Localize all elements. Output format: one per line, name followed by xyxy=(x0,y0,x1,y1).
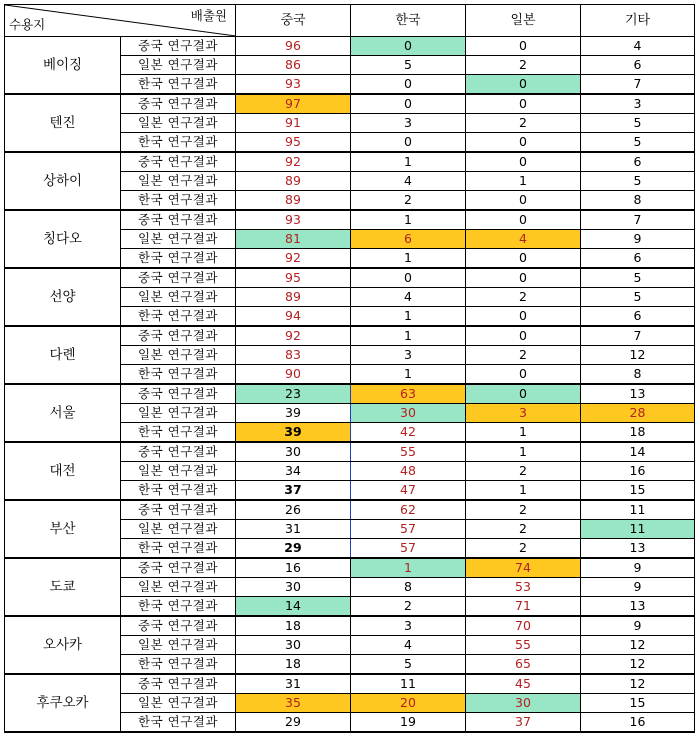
value-cell-other: 12 xyxy=(581,674,695,694)
table-row xyxy=(5,268,695,288)
value-cell-other: 6 xyxy=(581,152,695,172)
value-cell-other: 5 xyxy=(581,114,695,133)
receptor-city-cell: 선양 xyxy=(5,268,121,326)
table-row xyxy=(5,558,695,578)
value-cell-china: 90 xyxy=(236,365,351,385)
value-cell-other: 13 xyxy=(581,597,695,617)
receptor-city-cell: 대전 xyxy=(5,442,121,500)
study-source-cell: 중국 연구결과 xyxy=(121,326,236,346)
receptor-city-cell: 서울 xyxy=(5,384,121,442)
value-cell-japan: 2 xyxy=(466,346,581,365)
value-cell-korea: 3 xyxy=(351,346,466,365)
value-cell-china: 93 xyxy=(236,210,351,230)
value-cell-china: 30 xyxy=(236,636,351,655)
value-cell-korea: 4 xyxy=(351,636,466,655)
value-cell-other: 13 xyxy=(581,384,695,404)
value-cell-korea: 0 xyxy=(351,94,466,114)
study-source-cell: 중국 연구결과 xyxy=(121,616,236,636)
table-body xyxy=(5,37,695,733)
value-cell-china: 18 xyxy=(236,655,351,675)
value-cell-china: 81 xyxy=(236,230,351,249)
value-cell-korea: 1 xyxy=(351,152,466,172)
table-row xyxy=(5,94,695,114)
value-cell-japan: 74 xyxy=(466,558,581,578)
value-cell-japan: 0 xyxy=(466,384,581,404)
value-cell-china: 16 xyxy=(236,558,351,578)
study-source-cell: 한국 연구결과 xyxy=(121,365,236,385)
value-cell-japan: 1 xyxy=(466,481,581,501)
receptor-city-cell: 후쿠오카 xyxy=(5,674,121,732)
study-source-cell: 일본 연구결과 xyxy=(121,230,236,249)
value-cell-japan: 2 xyxy=(466,500,581,520)
receptor-city-cell: 부산 xyxy=(5,500,121,558)
value-cell-china: 39 xyxy=(236,423,351,443)
table-row xyxy=(5,326,695,346)
value-cell-other: 4 xyxy=(581,37,695,56)
value-cell-korea: 8 xyxy=(351,578,466,597)
value-cell-other: 12 xyxy=(581,655,695,675)
study-source-cell: 일본 연구결과 xyxy=(121,578,236,597)
value-cell-other: 9 xyxy=(581,578,695,597)
value-cell-japan: 30 xyxy=(466,694,581,713)
value-cell-japan: 2 xyxy=(466,462,581,481)
value-cell-japan: 0 xyxy=(466,37,581,56)
value-cell-china: 37 xyxy=(236,481,351,501)
value-cell-japan: 65 xyxy=(466,655,581,675)
receptor-city-cell: 칭다오 xyxy=(5,210,121,268)
value-cell-korea: 6 xyxy=(351,230,466,249)
table-row xyxy=(5,37,695,56)
value-cell-japan: 0 xyxy=(466,152,581,172)
value-cell-other: 9 xyxy=(581,616,695,636)
value-cell-china: 92 xyxy=(236,326,351,346)
value-cell-japan: 71 xyxy=(466,597,581,617)
column-header-china: 중국 xyxy=(236,5,351,37)
contribution-table-wrapper xyxy=(4,4,695,733)
study-source-cell: 한국 연구결과 xyxy=(121,423,236,443)
value-cell-other: 18 xyxy=(581,423,695,443)
value-cell-japan: 0 xyxy=(466,210,581,230)
study-source-cell: 중국 연구결과 xyxy=(121,674,236,694)
value-cell-other: 15 xyxy=(581,694,695,713)
value-cell-japan: 1 xyxy=(466,423,581,443)
value-cell-other: 6 xyxy=(581,307,695,327)
value-cell-other: 16 xyxy=(581,462,695,481)
value-cell-japan: 45 xyxy=(466,674,581,694)
receptor-city-cell: 오사카 xyxy=(5,616,121,674)
value-cell-korea: 20 xyxy=(351,694,466,713)
value-cell-korea: 0 xyxy=(351,133,466,153)
value-cell-japan: 0 xyxy=(466,268,581,288)
value-cell-other: 5 xyxy=(581,172,695,191)
study-source-cell: 한국 연구결과 xyxy=(121,75,236,95)
value-cell-other: 11 xyxy=(581,500,695,520)
value-cell-japan: 0 xyxy=(466,326,581,346)
value-cell-korea: 63 xyxy=(351,384,466,404)
value-cell-china: 31 xyxy=(236,520,351,539)
study-source-cell: 한국 연구결과 xyxy=(121,133,236,153)
value-cell-korea: 19 xyxy=(351,713,466,733)
value-cell-china: 94 xyxy=(236,307,351,327)
value-cell-other: 16 xyxy=(581,713,695,733)
value-cell-china: 34 xyxy=(236,462,351,481)
value-cell-china: 89 xyxy=(236,191,351,211)
value-cell-korea: 30 xyxy=(351,404,466,423)
value-cell-china: 96 xyxy=(236,37,351,56)
value-cell-china: 97 xyxy=(236,94,351,114)
study-source-cell: 일본 연구결과 xyxy=(121,288,236,307)
value-cell-china: 86 xyxy=(236,56,351,75)
value-cell-korea: 1 xyxy=(351,249,466,269)
value-cell-korea: 2 xyxy=(351,597,466,617)
value-cell-other: 7 xyxy=(581,326,695,346)
value-cell-china: 30 xyxy=(236,442,351,462)
value-cell-japan: 0 xyxy=(466,307,581,327)
value-cell-other: 6 xyxy=(581,56,695,75)
value-cell-other: 7 xyxy=(581,210,695,230)
value-cell-other: 6 xyxy=(581,249,695,269)
value-cell-china: 92 xyxy=(236,249,351,269)
column-header-korea: 한국 xyxy=(351,5,466,37)
value-cell-other: 7 xyxy=(581,75,695,95)
value-cell-japan: 2 xyxy=(466,56,581,75)
value-cell-korea: 2 xyxy=(351,191,466,211)
value-cell-other: 5 xyxy=(581,268,695,288)
value-cell-other: 12 xyxy=(581,636,695,655)
receptor-city-cell: 베이징 xyxy=(5,37,121,95)
value-cell-other: 5 xyxy=(581,288,695,307)
study-source-cell: 한국 연구결과 xyxy=(121,481,236,501)
value-cell-other: 3 xyxy=(581,94,695,114)
receptor-city-cell: 상하이 xyxy=(5,152,121,210)
table-row xyxy=(5,210,695,230)
receptor-city-cell: 도쿄 xyxy=(5,558,121,616)
study-source-cell: 한국 연구결과 xyxy=(121,307,236,327)
value-cell-china: 35 xyxy=(236,694,351,713)
value-cell-china: 93 xyxy=(236,75,351,95)
value-cell-korea: 1 xyxy=(351,365,466,385)
source-axis-label: 배출원 xyxy=(190,8,227,23)
value-cell-korea: 62 xyxy=(351,500,466,520)
value-cell-korea: 4 xyxy=(351,172,466,191)
value-cell-other: 13 xyxy=(581,539,695,559)
study-source-cell: 한국 연구결과 xyxy=(121,191,236,211)
value-cell-korea: 3 xyxy=(351,616,466,636)
value-cell-korea: 11 xyxy=(351,674,466,694)
value-cell-china: 30 xyxy=(236,578,351,597)
value-cell-china: 92 xyxy=(236,152,351,172)
study-source-cell: 중국 연구결과 xyxy=(121,94,236,114)
value-cell-china: 18 xyxy=(236,616,351,636)
value-cell-japan: 2 xyxy=(466,288,581,307)
value-cell-china: 95 xyxy=(236,133,351,153)
study-source-cell: 일본 연구결과 xyxy=(121,462,236,481)
value-cell-other: 15 xyxy=(581,481,695,501)
study-source-cell: 중국 연구결과 xyxy=(121,442,236,462)
value-cell-korea: 1 xyxy=(351,558,466,578)
value-cell-japan: 70 xyxy=(466,616,581,636)
table-row xyxy=(5,500,695,520)
value-cell-japan: 0 xyxy=(466,365,581,385)
value-cell-china: 83 xyxy=(236,346,351,365)
value-cell-korea: 0 xyxy=(351,75,466,95)
header-row xyxy=(5,5,695,37)
value-cell-korea: 1 xyxy=(351,210,466,230)
study-source-cell: 한국 연구결과 xyxy=(121,539,236,559)
study-source-cell: 일본 연구결과 xyxy=(121,114,236,133)
value-cell-korea: 55 xyxy=(351,442,466,462)
study-source-cell: 일본 연구결과 xyxy=(121,56,236,75)
receptor-city-cell: 다롄 xyxy=(5,326,121,384)
table-row xyxy=(5,616,695,636)
value-cell-china: 14 xyxy=(236,597,351,617)
value-cell-japan: 2 xyxy=(466,114,581,133)
study-source-cell: 한국 연구결과 xyxy=(121,713,236,733)
study-source-cell: 일본 연구결과 xyxy=(121,346,236,365)
value-cell-china: 23 xyxy=(236,384,351,404)
table-row xyxy=(5,442,695,462)
value-cell-korea: 57 xyxy=(351,520,466,539)
study-source-cell: 중국 연구결과 xyxy=(121,152,236,172)
value-cell-korea: 0 xyxy=(351,268,466,288)
value-cell-other: 28 xyxy=(581,404,695,423)
value-cell-korea: 5 xyxy=(351,56,466,75)
study-source-cell: 한국 연구결과 xyxy=(121,597,236,617)
value-cell-china: 39 xyxy=(236,404,351,423)
receptor-city-cell: 텐진 xyxy=(5,94,121,152)
study-source-cell: 중국 연구결과 xyxy=(121,384,236,404)
value-cell-korea: 57 xyxy=(351,539,466,559)
value-cell-other: 9 xyxy=(581,230,695,249)
value-cell-other: 9 xyxy=(581,558,695,578)
value-cell-japan: 1 xyxy=(466,442,581,462)
study-source-cell: 중국 연구결과 xyxy=(121,268,236,288)
table-row xyxy=(5,674,695,694)
value-cell-korea: 47 xyxy=(351,481,466,501)
value-cell-china: 95 xyxy=(236,268,351,288)
study-source-cell: 한국 연구결과 xyxy=(121,249,236,269)
value-cell-korea: 4 xyxy=(351,288,466,307)
value-cell-japan: 37 xyxy=(466,713,581,733)
table-row xyxy=(5,152,695,172)
study-source-cell: 한국 연구결과 xyxy=(121,655,236,675)
table-row xyxy=(5,384,695,404)
corner-header-cell xyxy=(5,5,236,37)
value-cell-japan: 0 xyxy=(466,94,581,114)
value-cell-japan: 0 xyxy=(466,75,581,95)
value-cell-japan: 0 xyxy=(466,191,581,211)
value-cell-other: 8 xyxy=(581,365,695,385)
value-cell-china: 29 xyxy=(236,713,351,733)
study-source-cell: 일본 연구결과 xyxy=(121,520,236,539)
value-cell-japan: 53 xyxy=(466,578,581,597)
value-cell-china: 29 xyxy=(236,539,351,559)
value-cell-other: 14 xyxy=(581,442,695,462)
study-source-cell: 일본 연구결과 xyxy=(121,404,236,423)
value-cell-other: 5 xyxy=(581,133,695,153)
study-source-cell: 중국 연구결과 xyxy=(121,210,236,230)
study-source-cell: 중국 연구결과 xyxy=(121,500,236,520)
value-cell-china: 89 xyxy=(236,172,351,191)
value-cell-china: 89 xyxy=(236,288,351,307)
study-source-cell: 중국 연구결과 xyxy=(121,37,236,56)
study-source-cell: 일본 연구결과 xyxy=(121,172,236,191)
value-cell-korea: 0 xyxy=(351,37,466,56)
study-source-cell: 일본 연구결과 xyxy=(121,694,236,713)
value-cell-korea: 1 xyxy=(351,307,466,327)
study-source-cell: 중국 연구결과 xyxy=(121,558,236,578)
value-cell-japan: 2 xyxy=(466,520,581,539)
value-cell-japan: 4 xyxy=(466,230,581,249)
value-cell-japan: 1 xyxy=(466,172,581,191)
study-source-cell: 일본 연구결과 xyxy=(121,636,236,655)
value-cell-japan: 0 xyxy=(466,133,581,153)
value-cell-korea: 5 xyxy=(351,655,466,675)
value-cell-korea: 1 xyxy=(351,326,466,346)
source-receptor-table xyxy=(4,4,695,733)
value-cell-japan: 55 xyxy=(466,636,581,655)
value-cell-japan: 3 xyxy=(466,404,581,423)
receptor-axis-label: 수용지 xyxy=(9,17,46,32)
value-cell-japan: 2 xyxy=(466,539,581,559)
value-cell-china: 26 xyxy=(236,500,351,520)
value-cell-other: 12 xyxy=(581,346,695,365)
value-cell-china: 31 xyxy=(236,674,351,694)
value-cell-other: 11 xyxy=(581,520,695,539)
value-cell-korea: 48 xyxy=(351,462,466,481)
value-cell-japan: 0 xyxy=(466,249,581,269)
value-cell-china: 91 xyxy=(236,114,351,133)
column-header-japan: 일본 xyxy=(466,5,581,37)
value-cell-korea: 3 xyxy=(351,114,466,133)
column-header-other: 기타 xyxy=(581,5,695,37)
value-cell-korea: 42 xyxy=(351,423,466,443)
value-cell-other: 8 xyxy=(581,191,695,211)
